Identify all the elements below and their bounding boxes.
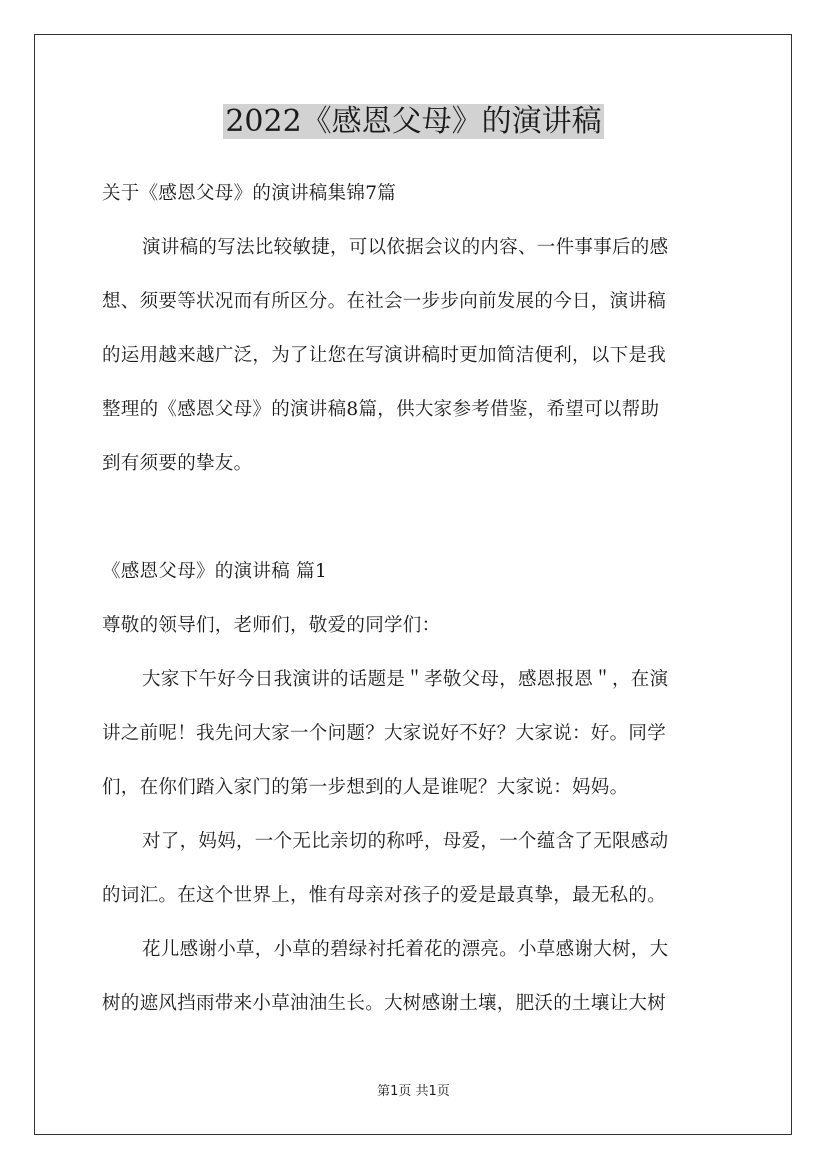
document-title — [0, 100, 827, 144]
section-heading: 《感恩父母》的演讲稿 篇1 — [102, 561, 328, 582]
body-paragraph-1-line-2: 讲之前呢！我先问大家一个问题？大家说好不好？大家说：好。同学 — [102, 723, 667, 744]
body-paragraph-3-line-1: 花儿感谢小草，小草的碧绿衬托着花的漂亮。小草感谢大树，大 — [142, 939, 669, 960]
intro-paragraph-line-1: 演讲稿的写法比较敏捷，可以依据会议的内容、一件事事后的感 — [142, 237, 669, 258]
subtitle-line: 关于《感恩父母》的演讲稿集锦7篇 — [102, 183, 397, 204]
intro-paragraph-line-4: 整理的《感恩父母》的演讲稿8篇，供大家参考借鉴，希望可以帮助 — [102, 399, 660, 420]
body-paragraph-1-line-3: 们，在你们踏入家门的第一步想到的人是谁呢？大家说：妈妈。 — [102, 777, 629, 798]
body-paragraph-2-line-1: 对了，妈妈，一个无比亲切的称呼，母爱，一个蕴含了无限感动 — [142, 831, 669, 852]
page-footer: 第1页 共1页 — [377, 1084, 450, 1099]
intro-paragraph-line-5: 到有须要的挚友。 — [102, 453, 253, 474]
intro-paragraph-line-3: 的运用越来越广泛，为了让您在写演讲稿时更加简洁便利，以下是我 — [102, 345, 667, 366]
body-paragraph-2-line-2: 的词汇。在这个世界上，惟有母亲对孩子的爱是最真挚，最无私的。 — [102, 885, 667, 906]
body-paragraph-1-line-1: 大家下午好今日我演讲的话题是＂孝敬父母，感恩报恩＂，在演 — [142, 669, 669, 690]
body-paragraph-3-line-2: 树的遮风挡雨带来小草油油生长。大树感谢土壤，肥沃的土壤让大树 — [102, 993, 667, 1014]
title-text: 2022《感恩父母》的演讲稿 — [225, 104, 602, 139]
intro-paragraph-line-2: 想、须要等状况而有所区分。在社会一步步向前发展的今日，演讲稿 — [102, 291, 667, 312]
salutation-line: 尊敬的领导们，老师们，敬爱的同学们： — [102, 615, 441, 636]
